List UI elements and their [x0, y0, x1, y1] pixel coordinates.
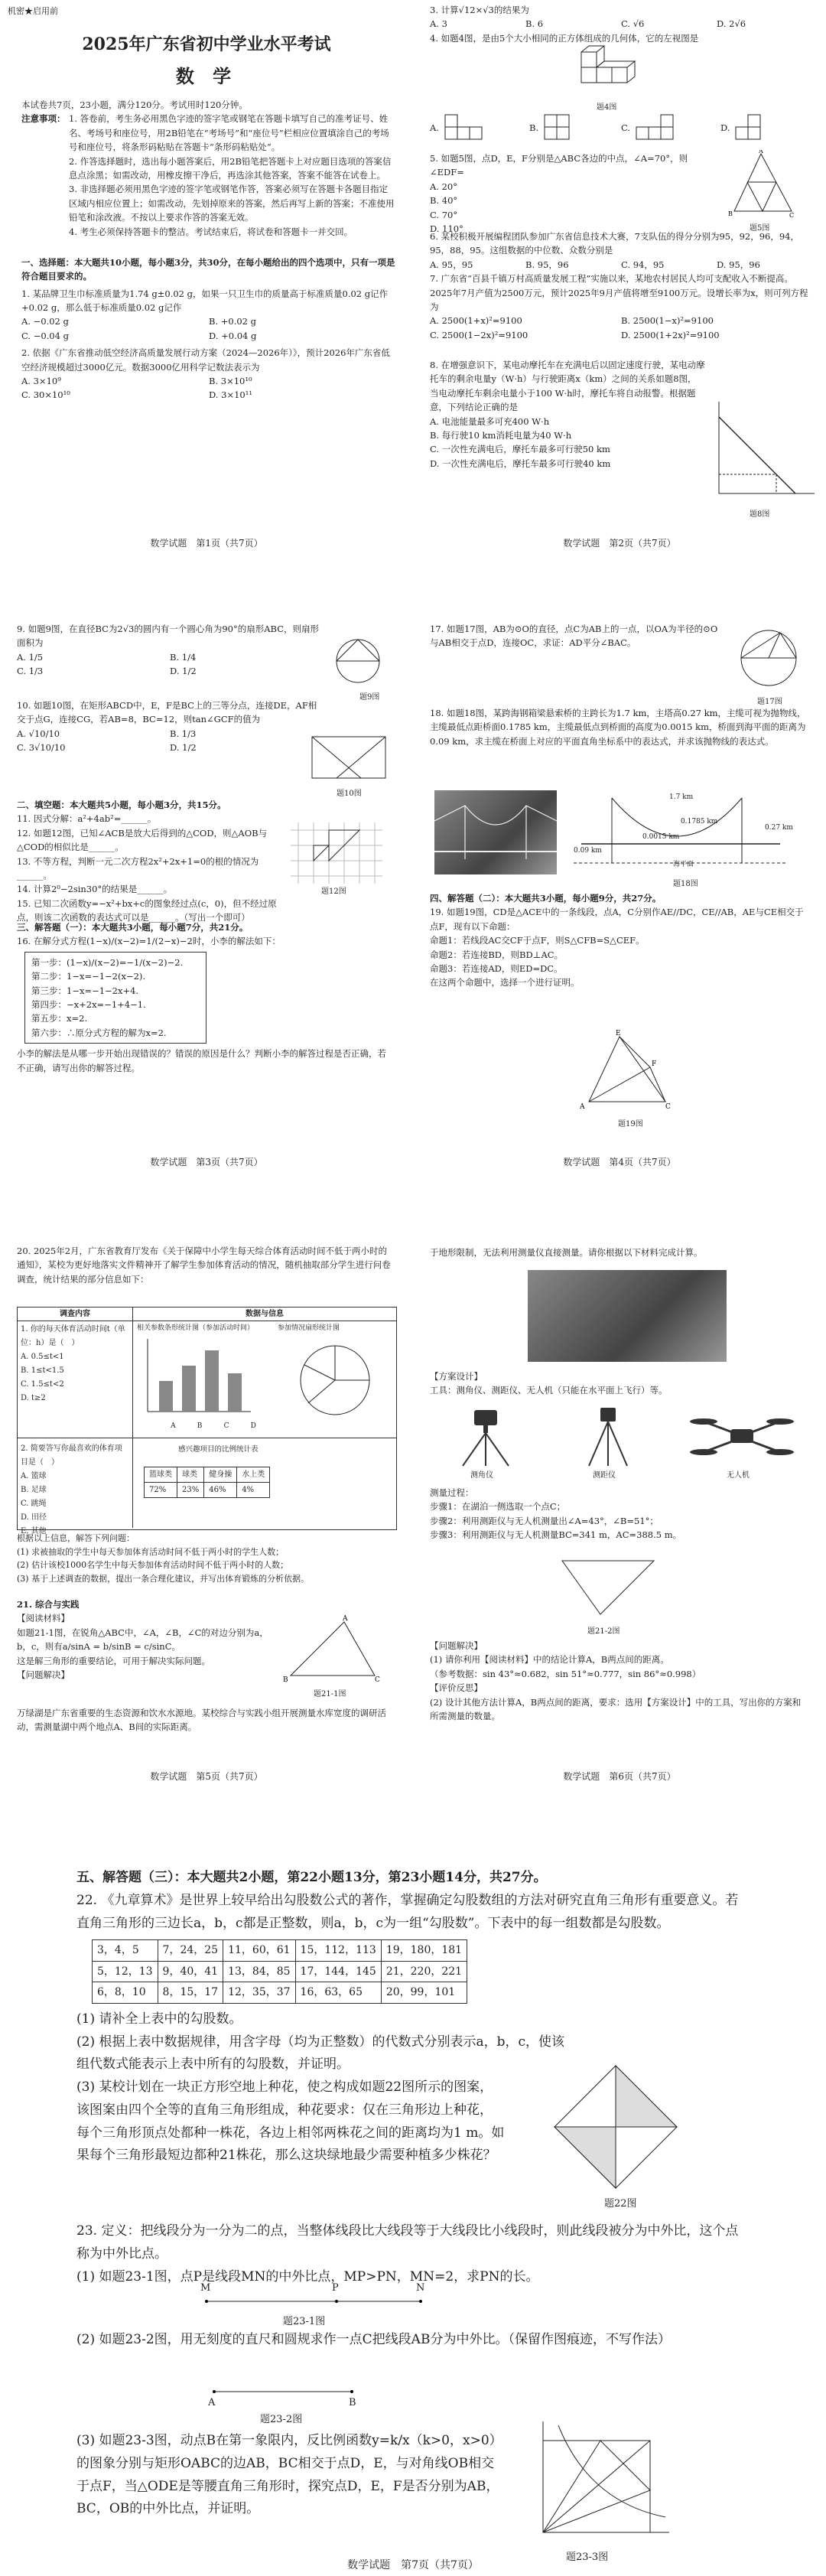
bar-cat-d: D: [250, 1422, 256, 1430]
distance-meter-icon: [574, 1406, 642, 1467]
q10-option-c[interactable]: C. 3√10/10: [17, 742, 66, 754]
question-16: 16. 在解分式方程(1−x)/(x−2)=1/(2−x)−2时，小李的解法如下：: [17, 936, 281, 947]
q6-options: [430, 258, 812, 272]
interest-val-2: 23%: [177, 1483, 204, 1498]
q19-claim-1: 命题1：若线段AC交CF于点F，则S△CFB=S△CEF。: [430, 935, 645, 946]
pt-r2-c3: 13，84，85: [223, 1961, 295, 1982]
question-18: 18. 如题18图，某跨海钢箱梁悬索桥的主跨长为1.7 km，主塔高0.27 km，主缆可视为抛物线，主缆最低点距桥面0.1785 km，主缆最低点到桥面的高度为0.0015 km，桥面到海平面的距离为0.09 km，求主缆在桥面上对应的平面直角坐标系中的表达式，并求该抛物线的表达式。: [430, 708, 806, 747]
q9-option-b[interactable]: B. 1/4: [170, 651, 197, 663]
q23-1-segment: [199, 2294, 428, 2309]
q19-claim-2: 命题2：若连接BD，则BD⊥AC。: [430, 949, 564, 960]
bar-chart-title: 相关参数条形统计图（参加活动时间）: [137, 1324, 255, 1332]
q4-option-c[interactable]: C.: [621, 122, 631, 133]
q8-option-d[interactable]: D. 一次性充满电后，摩托车最多可行驶40 km: [430, 458, 611, 469]
bar-c: [205, 1350, 219, 1412]
question-12: 12. 如题12图，已知∠ACB是放大后得到的△COD，则△AOB与△COD的相似比是______。: [17, 827, 268, 853]
q5-triangle-figure: [727, 150, 795, 219]
question-22: 22. 《九章算术》是世界上较早给出勾股数公式的著作，掌握确定勾股数组的方法对研究直角三角形有重要意义。若直角三角形的三边长a，b，c都是正整数，则a，b，c为一组“勾股数”。下表中的每一组数都是勾股数。: [76, 1892, 739, 1931]
q19-caption: 题19图: [618, 1120, 643, 1128]
q2-option-a[interactable]: A. 3×10⁹: [21, 376, 61, 387]
interest-val-1: 72%: [145, 1483, 177, 1498]
secret-label: 机密★启用前: [8, 6, 58, 16]
q16-step-3: 第三步：1−x=−1−2x+4.: [31, 985, 139, 996]
bar-cat-b: B: [197, 1422, 203, 1430]
bar-cat-c: C: [223, 1422, 229, 1430]
interest-val-4: 4%: [237, 1483, 270, 1498]
pt-r2-c2: 9，40，41: [158, 1961, 223, 1982]
pt-r1-c2: 7，24，25: [158, 1940, 223, 1962]
section-1-heading: 一、选择题：本大题共10小题，每小题3分，共30分，在每小题给出的四个选项中，只有一项是符合题目要求的。: [21, 256, 395, 282]
q9-option-d[interactable]: D. 1/2: [170, 666, 197, 677]
svg-text:A: A: [343, 1615, 348, 1623]
q17-caption: 题17图: [757, 698, 782, 706]
label-sea: 海平面: [673, 861, 694, 868]
q23-sub-2: (2) 如题23-2图，用无刻度的直尺和圆规求作一点C把线段AB分为中外比。（保留作图痕迹，不写作法）: [76, 2332, 671, 2347]
q21-2-caption: 题21-2图: [587, 1627, 620, 1636]
bar-cat-a: A: [171, 1422, 176, 1430]
q1-options: [21, 314, 396, 343]
q3-options: [430, 17, 812, 31]
q6-option-a[interactable]: A. 95，95: [430, 259, 473, 270]
page-4-footer: 数学试题 第4页（共7页）: [563, 1156, 676, 1168]
pt-r3-c4: 16，63，65: [295, 1982, 381, 2004]
notice-2: 2. 作答选择题时，选出每小题答案后，用2B铅笔把答题卡上对应题目选项的答案信息点涂黑；如需改动，用橡皮擦干净后，再选涂其他答案，答案不能答在试卷上。: [69, 155, 392, 181]
pt-r1-c1: 3，4，5: [93, 1940, 158, 1962]
svg-text:B: B: [728, 210, 733, 217]
intro: 本试卷共7页，23小题，满分120分。考试用时120分钟。: [21, 99, 248, 110]
svg-text:C: C: [665, 1103, 671, 1111]
svg-text:A: A: [759, 150, 763, 155]
q3-option-d[interactable]: D. 2√6: [717, 18, 746, 30]
q8-graph: [711, 398, 818, 505]
page-1: [0, 0, 413, 581]
bar-b: [182, 1366, 196, 1412]
question-19: 19. 如题19图，CD是△ACE中的一条线段，点A，C分别作AE//DC，CE//AB，AE与CE相交于点F，现有以下命题：: [430, 907, 804, 932]
survey-q2: 2. 简要答写你最喜欢的体育项目是（ ）: [21, 1444, 122, 1467]
survey-box: [17, 1307, 397, 1536]
q9-options: [17, 650, 323, 679]
interest-table: [144, 1467, 270, 1498]
question-5: 5. 如题5图，点D，E，F分别是△ABC各边的中点，∠A=70°，则∠EDF=: [430, 153, 688, 178]
q3-option-a[interactable]: A. 3: [430, 18, 447, 30]
plan-heading: 【方案设计】: [430, 1371, 483, 1382]
pt-r1-c5: 19，180，181: [381, 1940, 467, 1962]
question-11: 11. 因式分解：a²+4ab²=______。: [17, 813, 157, 825]
q7-options: [430, 314, 812, 342]
q23-sub-1: (1) 如题23-1图，点P是线段MN的中外比点，MP>PN，MN=2，求PN的长。: [76, 2268, 539, 2285]
q22-sub-3: (3) 某校计划在一块正方形空地上种花，使之构成如题22图所示的图案，该图案由四个全等的直角三角形组成，种花要求：仅在三角形边上种花，每个三角形顶点处都种一株花，各边上相邻两株花之间的距离均为1 m。如果每个三角形最短边都种21株花，那么这块绿地最少需要种植多少株花？: [76, 2079, 505, 2164]
bar-chart: [140, 1335, 255, 1419]
page-7-footer: 数学试题 第7页（共7页）: [347, 2558, 479, 2571]
q7-option-b[interactable]: B. 2500(1−x)²=9100: [621, 315, 714, 327]
q4-cube-figure: [574, 44, 642, 98]
q21-continuation: 于地形限制，无法利用测量仪直接测量。请你根据以下材料完成计算。: [430, 1247, 703, 1258]
bar-a: [159, 1381, 173, 1412]
interest-col-1: 篮球类: [145, 1467, 177, 1483]
pie-chart-title: 参加情况扇形统计图: [278, 1324, 340, 1332]
steps-heading: 测量过程：: [430, 1487, 474, 1498]
subject-title: 数 学: [175, 65, 238, 87]
q16-step-1: 第一步：(1−x)/(x−2)=−1/(x−2)−2.: [31, 956, 184, 968]
survey-q2-b: B. 足球: [21, 1486, 47, 1494]
survey-q2-a: A. 篮球: [21, 1472, 47, 1480]
q8-option-b[interactable]: B. 每行驶10 km消耗电量为40 W·h: [430, 429, 572, 441]
notice-4: 4. 考生必须保持答题卡的整洁。考试结束后，将试卷和答题卡一并交回。: [69, 226, 353, 237]
pt-r3-c2: 8，15，17: [158, 1982, 223, 2004]
q8-option-a[interactable]: A. 电池能量最多可充400 W·h: [430, 415, 550, 427]
label-tower-height: 0.27 km: [765, 824, 793, 832]
q16-solution-box: [24, 952, 206, 1044]
page-2-footer: 数学试题 第2页（共7页）: [563, 537, 676, 549]
q23-3-figure: [528, 2418, 673, 2548]
q21-1-caption: 题21-1图: [314, 1690, 346, 1698]
q20-subquestions: 根据以上信息，解答下列问题： (1) 求被抽取的学生中每天参加体育活动时间不低于两小时的学生人数； (2) 估计该校1000名学生中每天参加体育活动时间不低于两小时的人数； (3) 基于上述调查的数据，提出一条合理化建议，并写出体育锻炼的分析依据。: [17, 1533, 310, 1584]
q21-reading: 如题21-1图，在锐角△ABC中，∠A，∠B，∠C的对边分别为a，b，c，则有a/sinA = b/sinB = c/sinC。: [17, 1627, 268, 1653]
q2-options: [21, 374, 396, 402]
bridge-photo: [434, 790, 557, 874]
survey-q1: 1. 你的每天体育活动时间t（单位：h）是（ ）: [21, 1325, 125, 1347]
pt-r1-c4: 15，112，113: [295, 1940, 381, 1962]
q23-2-label-a: A: [208, 2397, 216, 2408]
page-3: [0, 616, 413, 1197]
question-15: 15. 已知二次函数y=−x²+bx+c的图象经过点(c，0)，但不经过原点，则该二次函数的表达式可以是______。（写出一个即可）: [17, 897, 277, 923]
survey-head-content: 调查内容: [18, 1308, 133, 1321]
q12-grid-figure: [291, 822, 382, 884]
pt-r3-c1: 6，8，10: [93, 1982, 158, 2004]
q1-option-d[interactable]: D. +0.04 g: [209, 330, 257, 341]
pt-r2-c1: 5，12，13: [93, 1961, 158, 1982]
q23-2-label-b: B: [349, 2397, 356, 2408]
survey-q1-a: A. 0.5≤t<1: [21, 1353, 64, 1361]
page-1-footer: 数学试题 第1页（共7页）: [150, 537, 263, 549]
interest-col-4: 水上类: [237, 1467, 270, 1483]
q19-instruction: 在这两个命题中，选择一个进行证明。: [430, 977, 580, 988]
step-2: 步骤2：利用测距仪与无人机测量出∠A=43°，∠B=51°；: [430, 1515, 659, 1526]
q22-caption: 题22图: [604, 2198, 637, 2210]
question-23: 23. 定义：把线段分为一分为二的点，当整体线段比大线段等于大线段比小线段时，则此线段被分为中外比，这个点称为中外比点。: [76, 2223, 739, 2262]
question-3: 3. 计算√12×√3的结果为: [430, 5, 529, 15]
q23-2-caption: 题23-2图: [260, 2414, 303, 2425]
page-7: [0, 1867, 826, 2576]
interest-col-3: 健身操: [204, 1467, 237, 1483]
q23-2-segment: [206, 2384, 359, 2399]
survey-q2-c: C. 跳绳: [21, 1500, 47, 1508]
question-6: 6. 某校积极开展编程团队参加广东省信息技术大赛，7支队伍的得分分别为95，92，96，94，95，88，95。这组数据的中位数、众数分别是: [430, 231, 799, 256]
q10-option-d[interactable]: D. 1/2: [170, 742, 197, 754]
q21-problem-head: 【问题解决】: [17, 1669, 70, 1680]
q16-step-2: 第二步：1−x=−1−2(x−2).: [31, 971, 146, 982]
q21-reading-head: 【阅读材料】: [17, 1613, 70, 1624]
q21-sub-2: (2) 设计其他方法计算A，B两点间的距离，要求：选用【方案设计】中的工具，写出你的方案和所需测量的数量。: [430, 1696, 802, 1721]
q16-step-4: 第四步：−x+2x=−1+4−1.: [31, 998, 146, 1010]
q21-sub-1: (1) 请你利用【阅读材料】中的结论计算A，B两点间的距离。: [430, 1654, 669, 1666]
svg-text:C: C: [789, 212, 795, 219]
q23-1-label-p: P: [332, 2282, 339, 2294]
survey-head-data: 数据与信息: [246, 1310, 284, 1318]
q5-option-d[interactable]: D. 110°: [430, 223, 463, 234]
page-5: [0, 1239, 413, 1821]
q4-option-labels: [430, 121, 812, 136]
question-20: 20. 2025年2月，广东省教育厅发布《关于保障中小学生每天综合体育活动时间不低于两小时的通知》，某校为更好地落实文件精神开了解学生参加体育活动的情况，随机抽取部分学生进行问卷调查，统计结果的部分信息如下：: [17, 1246, 391, 1285]
label-gap: 0.0015 km: [642, 833, 680, 841]
svg-text:B: B: [283, 1676, 288, 1683]
page-2: [413, 0, 826, 581]
q10-caption: 题10图: [337, 790, 362, 798]
question-21: 21. 综合与实践: [17, 1599, 80, 1610]
survey-q1-d: D. t≥2: [21, 1394, 46, 1402]
q16-step-6: 第六步：∴原分式方程的解为x=2.: [31, 1027, 167, 1038]
question-10: 10. 如题10图，在矩形ABCD中，E，F是BC上的三等分点，连接DE，AF相交于点G，连接CG，若AB=8，BC=12，则tan∠GCF的值为: [17, 700, 317, 725]
section-5-heading: 五、解答题（三）：本大题共2小题，第22小题13分，第23小题14分，共27分。: [76, 1870, 547, 1885]
pt-r3-c3: 12，35，37: [223, 1982, 295, 2004]
q22-square-figure: [551, 2062, 681, 2192]
device-label-drone: 无人机: [727, 1471, 750, 1480]
notice-3: 3. 非选择题必须用黑色字迹的签字笔或钢笔作答，答案必须写在答题卡各题目指定区域内相应位置上；如需改动，先划掉原来的答案，然后再写上新的答案；不准使用铅笔和涂改液。不按以上要求作答的答案无效。: [69, 184, 395, 223]
q21-problem: 万绿湖是广东省重要的生态资源和饮水水源地。某校综合与实践小组开展测量水库宽度的调研活动，需测量湖中两个地点A、B间的实际距离。: [17, 1708, 386, 1733]
q23-1-label-n: N: [416, 2282, 425, 2294]
q7-option-c[interactable]: C. 2500(1−2x)²=9100: [430, 329, 528, 340]
device-label-distance: 测距仪: [593, 1471, 616, 1480]
q23-3-caption: 题23-3图: [566, 2552, 609, 2563]
q4-option-b[interactable]: B.: [529, 122, 539, 133]
q21-1-triangle: [283, 1614, 382, 1683]
q9-caption: 题9图: [359, 693, 380, 702]
q21-reference-data: （参考数据：sin 43°≈0.682，sin 51°≈0.777，sin 86°≈0.998）: [430, 1668, 701, 1679]
q4-option-d[interactable]: D.: [720, 122, 730, 133]
q6-option-b[interactable]: B. 95，96: [525, 259, 569, 270]
q2-option-b[interactable]: B. 3×10¹⁰: [209, 376, 252, 387]
q23-1-caption: 题23-1图: [283, 2316, 326, 2327]
q10-options: [17, 727, 323, 755]
interest-col-2: 球类: [177, 1467, 204, 1483]
pt-r2-c5: 21，220，221: [381, 1961, 467, 1982]
survey-q2-d: D. 田径: [21, 1513, 47, 1522]
q10-rectangle-figure: [306, 731, 390, 784]
interest-val-3: 46%: [204, 1483, 237, 1498]
page-3-footer: 数学试题 第3页（共7页）: [150, 1156, 263, 1168]
q3-option-b[interactable]: B. 6: [525, 18, 544, 30]
section-3-heading: 三、解答题（一）：本大题共3小题，每小题7分，共21分。: [17, 922, 249, 933]
q2-option-c[interactable]: C. 30×10¹⁰: [21, 389, 70, 401]
drone-icon: [688, 1406, 795, 1467]
q16-step-5: 第五步：x=2.: [31, 1013, 88, 1024]
question-14: 14. 计算2⁰−2sin30°的结果是______。: [17, 884, 173, 895]
question-4: 4. 如题4图，是由5个大小相同的正方体组成的几何体，它的左视图是: [430, 32, 699, 44]
svg-text:E: E: [616, 1030, 621, 1037]
exam-title: 2025年广东省初中学业水平考试: [82, 34, 331, 54]
q5-caption: 题5图: [750, 224, 770, 233]
q6-option-c[interactable]: C. 94，95: [621, 259, 665, 270]
q22-sub-2: (2) 根据上表中数据规律，用含字母（均为正整数）的代数式分别表示a，b，c，使该组代数式能表示上表中所有的勾股数，并证明。: [76, 2034, 565, 2073]
survey-q1-b: B. 1≤t<1.5: [21, 1366, 64, 1375]
q23-1-label-m: M: [200, 2282, 211, 2294]
step-1: 步骤1：在湖泊一侧选取一个点C；: [430, 1501, 566, 1513]
q17-circle-figure: [727, 624, 811, 692]
page-6: [413, 1239, 826, 1821]
svg-text:C: C: [375, 1676, 380, 1683]
question-1: 1. 某品牌卫生巾标准质量为1.74 g±0.02 g，如果一只卫生巾的质量高于标准质量0.02 g记作+0.02 g，那么低于标准质量0.02 g记作: [21, 288, 389, 314]
q4-option-a[interactable]: A.: [430, 122, 439, 133]
notice-1: 1. 答卷前，考生务必用黑色字迹的签字笔或钢笔在答题卡填写自己的准考证号、姓名、考场号和座位号，用2B铅笔在“考场号”和“座位号”栏相应位置填涂自己的考场号和座位号，将条形码粘贴在答题卡“条形码粘贴处”。: [69, 113, 389, 153]
pt-r3-c5: 20，99，101: [381, 1982, 467, 2004]
q1-option-c[interactable]: C. −0.04 g: [21, 330, 69, 341]
step-3: 步骤3：利用测距仪与无人机测量BC=341 m，AC=388.5 m。: [430, 1529, 682, 1541]
q3-option-c[interactable]: C. √6: [621, 18, 645, 30]
question-9: 9. 如题9图，在直径BC为2√3的圆内有一个圆心角为90°的扇形ABC，则扇形面积为: [17, 624, 320, 649]
q4-caption: 题4图: [597, 103, 617, 112]
q7-option-d[interactable]: D. 2500(1+2x)²=9100: [621, 329, 720, 340]
q2-option-d[interactable]: D. 3×10¹¹: [209, 389, 252, 401]
q5-option-c[interactable]: C. 70°: [430, 209, 458, 220]
question-17: 17. 如题17图，AB为⊙O的直径，点C为AB上的一点，以OA为半径的⊙O与AB相交于点D，连接OC，求证：AD平分∠BAC。: [430, 624, 718, 649]
q8-option-c[interactable]: C. 一次性充满电后，摩托车最多可行驶50 km: [430, 444, 610, 455]
notice-label: 注意事项：: [21, 113, 66, 125]
q8-caption: 题8图: [750, 510, 770, 519]
q19-figure: [574, 1029, 681, 1113]
q10-option-a[interactable]: A. √10/10: [17, 728, 60, 739]
solve-heading: 【问题解决】: [430, 1640, 483, 1651]
pythagorean-table: [92, 1939, 467, 2004]
pt-r2-c4: 17，144，145: [295, 1961, 381, 1982]
question-2: 2. 依据《广东省推动低空经济高质量发展行动方案（2024—2026年）》，预计2026年广东省低空经济规模超过3000亿元。数据3000亿用科学记数法表示为: [21, 347, 390, 373]
q6-option-d[interactable]: D. 95，96: [717, 259, 760, 270]
label-deck: 0.09 km: [574, 847, 602, 855]
q5-option-a[interactable]: A. 20°: [430, 181, 457, 192]
q19-claim-3: 命题3：若连接AD，则ED=DC。: [430, 962, 563, 974]
q18-caption: 题18图: [673, 880, 698, 888]
reflection-heading: 【评价反思】: [430, 1682, 483, 1694]
question-13: 13. 不等方程，判断一元二次方程2x²+2x+1=0的根的情况为______。: [17, 855, 259, 881]
label-span: 1.7 km: [669, 793, 694, 801]
svg-text:A: A: [580, 1103, 585, 1111]
q1-option-a[interactable]: A. −0.02 g: [21, 316, 69, 327]
q9-circle-figure: [327, 634, 389, 688]
section-4-heading: 四、解答题（二）：本大题共3小题，每小题9分，共27分。: [430, 893, 662, 904]
section-2-heading: 二、填空题：本大题共5小题，每小题3分，共15分。: [17, 800, 226, 810]
svg-text:F: F: [652, 1060, 657, 1068]
pt-r1-c3: 11，60，61: [223, 1940, 295, 1962]
q10-option-b[interactable]: B. 1/3: [170, 728, 197, 739]
q21-reading-note: 这是解三角形的重要结论，可用于解决实际问题。: [17, 1655, 210, 1666]
label-low-point: 0.1785 km: [681, 818, 718, 826]
q23-sub-3: (3) 如题23-3图，动点B在第一象限内，反比例函数y=k/x（k>0，x>0）的图象分别与矩形OABC的边AB，BC相交于点D，E，与对角线OB相交于点F，当△ODE是等腰直角三角形时，探究点D，E，F是否分别为AB，BC，OB的中外比点，并证明。: [76, 2433, 502, 2517]
q5-option-b[interactable]: B. 40°: [430, 195, 458, 207]
interest-table-title: 感兴趣项目的比例统计表: [178, 1445, 259, 1454]
q16-question: 小李的解法是从哪一步开始出现错误的？错误的原因是什么？判断小李的解答过程是否正确，若不正确，请写出你的解答过程。: [17, 1048, 386, 1073]
q21-2-triangle: [554, 1553, 662, 1622]
question-8: 8. 在增强意识下，某电动摩托车在充满电后以固定速度行驶，某电动摩托车的剩余电量y（W·h）与行驶距离x（km）之间的关系如题8图，当电动摩托车剩余电量小于100 W·h时，摩托车将自动报警。根据题意，下列结论正确的是: [430, 360, 705, 413]
survey-q1-c: C. 1.5≤t<2: [21, 1380, 64, 1389]
q1-option-b[interactable]: B. +0.02 g: [209, 316, 257, 327]
q7-option-a[interactable]: A. 2500(1+x)²=9100: [430, 315, 522, 327]
q12-caption: 题12图: [321, 887, 346, 896]
q9-option-a[interactable]: A. 1/5: [17, 651, 44, 663]
question-7: 7. 广东省“百县千镇万村高质量发展工程”实施以来，某地农村居民人均可支配收入不断提高。2025年7月产值为2500万元，预计2025年9月产值将增至9100万元。设增长率为x，则可列方程为: [430, 273, 808, 312]
page-4: [413, 616, 826, 1197]
angle-meter-icon: [451, 1406, 520, 1467]
survey-q2-e: E. 其他: [21, 1527, 47, 1536]
q22-sub-1: (1) 请补全上表中的勾股数。: [76, 2011, 242, 2027]
page-6-footer: 数学试题 第6页（共7页）: [563, 1770, 676, 1782]
bar-d: [228, 1373, 242, 1412]
page-5-footer: 数学试题 第5页（共7页）: [150, 1770, 263, 1782]
pie-chart: [293, 1338, 377, 1422]
q9-option-c[interactable]: C. 1/3: [17, 666, 44, 677]
device-label-angle: 测角仪: [470, 1471, 493, 1480]
plan-tools: 工具：测角仪、测距仪、无人机（只能在水平面上飞行）等。: [430, 1385, 668, 1396]
lake-photo: [528, 1270, 727, 1362]
